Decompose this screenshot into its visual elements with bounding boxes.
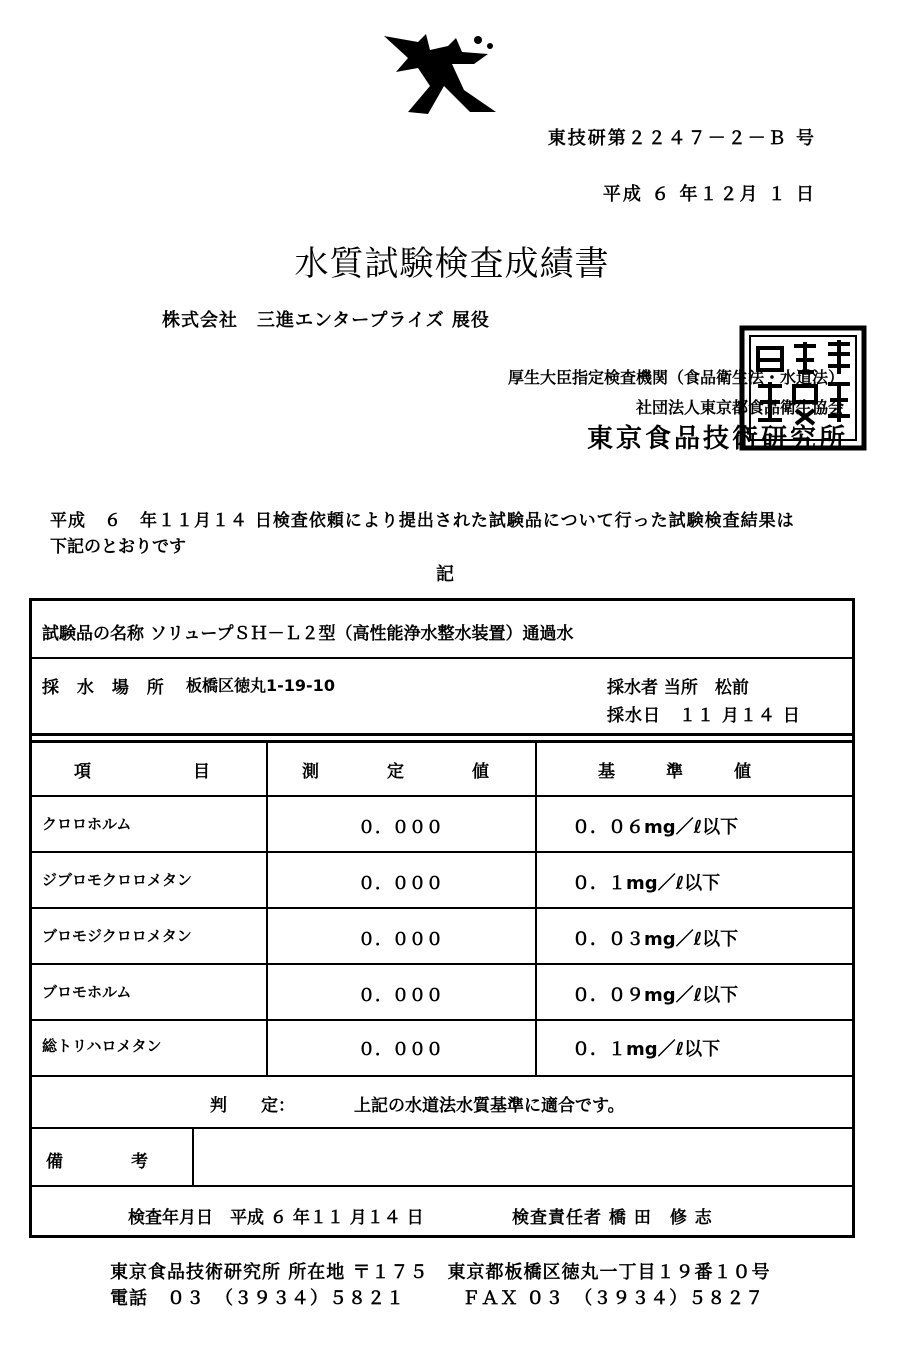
- table-row-item: クロロホルム: [42, 815, 132, 833]
- inspection-date: 検査年月日 平成 ６ 年１１ 月１４ 日: [128, 1208, 424, 1228]
- table-row-standard: ０．０３mg／ℓ以下: [572, 929, 739, 950]
- ki-heading: 記: [436, 564, 454, 585]
- table-row-standard: ０．０６mg／ℓ以下: [572, 817, 739, 838]
- company-logo: [378, 28, 506, 120]
- official-seal: [738, 324, 868, 452]
- table-row-standard: ０．１mg／ℓ以下: [572, 873, 721, 894]
- form-rule: [32, 1075, 852, 1077]
- table-row-item: 総トリハロメタン: [42, 1037, 162, 1055]
- table-row-item: ブロモジクロロメタン: [42, 927, 192, 945]
- document-number: 東技研第２２４７－２－Ｂ 号: [547, 128, 816, 149]
- intro-text: 平成 ６ 年１１月１４ 日検査依頼により提出された試験品について行った試験検査結果は: [50, 511, 795, 531]
- form-rule: [32, 851, 852, 853]
- form-rule: [32, 733, 852, 736]
- table-row-standard: ０．０９mg／ℓ以下: [572, 985, 739, 1006]
- judgement-text: 上記の水道法水質基準に適合です。: [354, 1096, 625, 1116]
- issuer-association: 社団法人東京都食品衛生協会: [635, 398, 844, 417]
- form-rule: [32, 740, 852, 743]
- results-form: [29, 598, 855, 1238]
- document-date: 平成 ６ 年１２月 １ 日: [602, 184, 816, 205]
- document-title: 水質試験検査成績書: [294, 244, 610, 284]
- intro-text-continued: 下記のとおりです: [50, 537, 186, 557]
- remarks-divider: [192, 1129, 194, 1185]
- column-divider: [535, 742, 537, 1077]
- form-rule: [32, 1019, 852, 1021]
- table-row-item: ブロモホルム: [42, 983, 132, 1001]
- table-row-value: ０．０００: [358, 818, 443, 838]
- sampler: 採水者 当所 松前: [607, 678, 749, 698]
- inspector: 検査責任者 橋 田 修 志: [512, 1208, 713, 1228]
- form-rule: [32, 1127, 852, 1129]
- column-divider: [266, 742, 268, 1077]
- sampling-date: 採水日 １１ 月１４ 日: [607, 706, 801, 726]
- table-row-value: ０．０００: [358, 930, 443, 950]
- table-row-standard: ０．１mg／ℓ以下: [572, 1039, 721, 1060]
- form-rule: [32, 795, 852, 797]
- sample-name: 試験品の名称 ソリュープＳＨ－Ｌ２型（高性能浄水整水装置）通過水: [42, 624, 574, 644]
- form-rule: [32, 1185, 852, 1187]
- form-rule: [32, 907, 852, 909]
- table-row-item: ジブロモクロロメタン: [42, 871, 193, 889]
- remarks-label: 備 考: [46, 1152, 148, 1172]
- table-row-value: ０．０００: [358, 1040, 443, 1060]
- judgement-label: 判 定：: [210, 1096, 295, 1116]
- form-rule: [32, 963, 852, 965]
- form-rule: [32, 657, 852, 659]
- column-header-measured: 測 定 値: [302, 762, 489, 782]
- sampling-site-value: 板橋区徳丸1-19-10: [186, 676, 335, 695]
- issuer-designation: 厚生大臣指定検査機関（食品衛生法・水道法）: [507, 368, 844, 387]
- footer-address: 東京食品技術研究所 所在地 〒１７５ 東京都板橋区徳丸一丁目１９番１０号: [110, 1262, 771, 1283]
- footer-phone-fax: 電話 ０３ （３９３４）５８２１ ＦＡＸ ０３ （３９３４）５８２７: [110, 1288, 765, 1309]
- recipient: 株式会社 三進エンタープライズ 展役: [162, 310, 490, 331]
- table-row-value: ０．０００: [358, 874, 443, 894]
- table-row-value: ０．０００: [358, 986, 443, 1006]
- column-header-item: 項 目: [74, 762, 210, 782]
- column-header-standard: 基 準 値: [598, 762, 751, 782]
- sampling-site-label: 採 水 場 所: [42, 678, 170, 698]
- issuer-name: 東京食品技術研究所: [586, 424, 848, 454]
